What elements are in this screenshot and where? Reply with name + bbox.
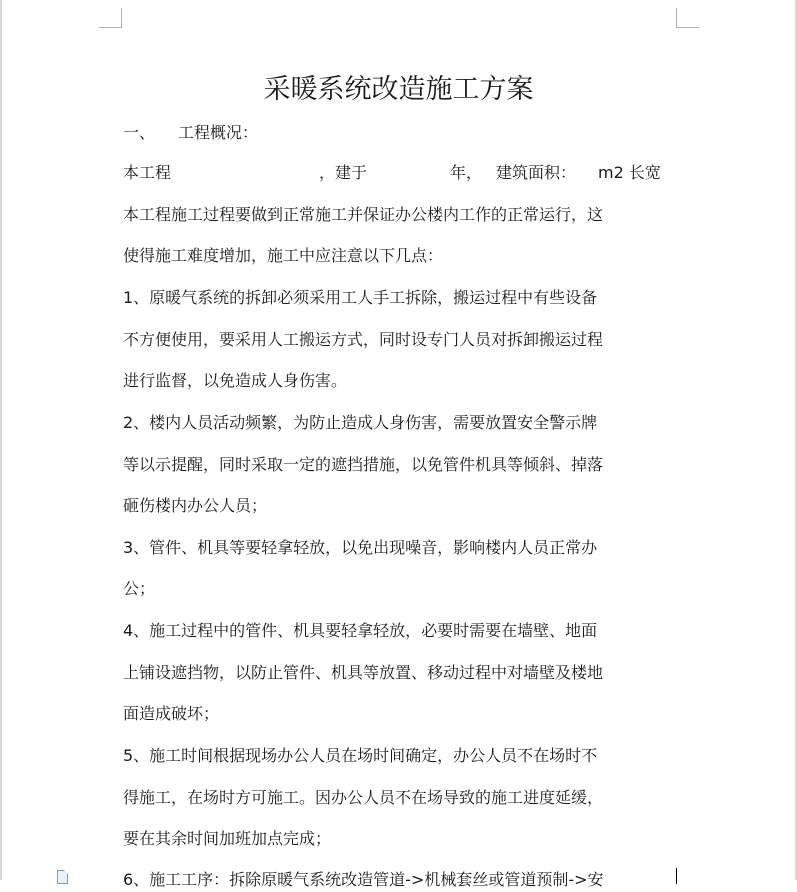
paragraph-line: 本工程施工过程要做到正常施工并保证办公楼内工作的正常运行，这: [123, 205, 604, 224]
overview-built-label: ，建于: [319, 163, 368, 182]
paragraph-line: 进行监督，以免造成人身伤害。: [123, 371, 348, 390]
overview-project-label: 本工程: [123, 163, 172, 182]
overview-unit-label: m2 长宽: [598, 163, 661, 182]
paragraph-line: 公；: [123, 579, 156, 598]
section-title: 工程概况：: [178, 123, 259, 142]
paragraph-line: 得施工，在场时方可施工。因办公人员不在场导致的施工进度延缓，: [123, 788, 604, 807]
paragraph-line: 6、施工工序：拆除原暖气系统改造管道->机械套丝或管道预制->安: [123, 870, 604, 889]
paragraph-line: 2、楼内人员活动频繁，为防止造成人身伤害，需要放置安全警示牌: [123, 413, 598, 432]
paragraph-line: 1、原暖气系统的拆卸必须采用工人手工拆除，搬运过程中有些设备: [123, 288, 598, 307]
crop-mark-top-left: [99, 8, 122, 28]
crop-mark-top-right: [676, 8, 699, 28]
paragraph-line: 4、施工过程中的管件、机具要轻拿轻放，必要时需要在墙壁、地面: [123, 621, 598, 640]
paragraph-line: 上铺设遮挡物，以防止管件、机具等放置、移动过程中对墙壁及楼地: [123, 663, 604, 682]
document-icon: [57, 870, 68, 884]
paragraph-line: 要在其余时间加班加点完成；: [123, 829, 332, 848]
page-edge-left: [0, 0, 2, 880]
text-cursor: [676, 868, 677, 884]
overview-line: [123, 161, 679, 185]
paragraph-line: 3、管件、机具等要轻拿轻放，以免出现噪音，影响楼内人员正常办: [123, 538, 598, 557]
paragraph-line: 砸伤楼内办公人员；: [123, 496, 268, 515]
paragraph-line: 5、施工时间根据现场办公人员在场时间确定，办公人员不在场时不: [123, 746, 598, 765]
overview-area-label: 建筑面积：: [496, 163, 577, 182]
paragraph-line: 不方便使用，要采用人工搬运方式，同时设专门人员对拆卸搬运过程: [123, 330, 604, 349]
document-title: 采暖系统改造施工方案: [263, 74, 534, 105]
paragraph-line: 使得施工难度增加，施工中应注意以下几点：: [123, 246, 444, 265]
section-number: 一、: [123, 123, 156, 142]
paragraph-line: 面造成破坏；: [123, 704, 220, 723]
paragraph-line: 等以示提醒，同时采取一定的遮挡措施，以免管件机具等倾斜、掉落: [123, 455, 604, 474]
overview-year-label: 年，: [450, 163, 483, 182]
